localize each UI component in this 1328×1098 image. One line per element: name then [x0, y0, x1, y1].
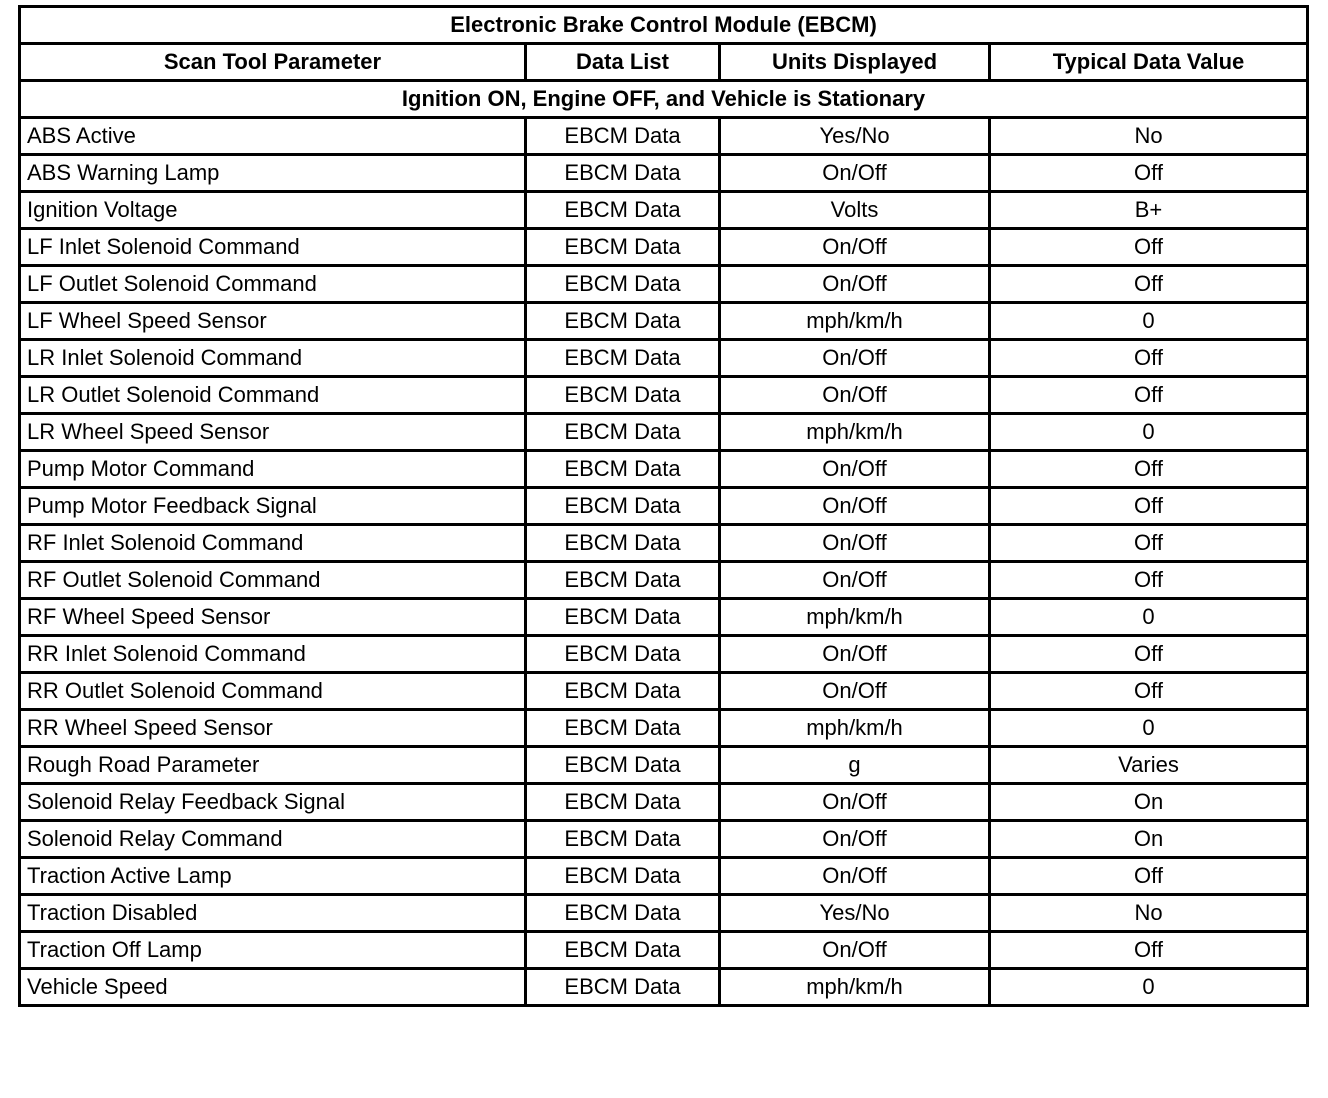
table-row: [20, 192, 1308, 229]
data-list-cell: EBCM Data: [526, 451, 720, 488]
table-row: [20, 451, 1308, 488]
units-cell: On/Off: [720, 673, 990, 710]
units-cell: On/Off: [720, 636, 990, 673]
table-row: [20, 784, 1308, 821]
typical-value-cell: Off: [990, 451, 1308, 488]
parameter-cell: Solenoid Relay Command: [20, 821, 526, 858]
parameter-cell: LF Outlet Solenoid Command: [20, 266, 526, 303]
units-cell: Yes/No: [720, 895, 990, 932]
typical-value-cell: Off: [990, 266, 1308, 303]
units-cell: On/Off: [720, 155, 990, 192]
parameter-cell: RR Inlet Solenoid Command: [20, 636, 526, 673]
parameter-cell: LR Inlet Solenoid Command: [20, 340, 526, 377]
parameter-cell: LR Outlet Solenoid Command: [20, 377, 526, 414]
typical-value-cell: Off: [990, 562, 1308, 599]
parameter-cell: Traction Disabled: [20, 895, 526, 932]
data-list-cell: EBCM Data: [526, 710, 720, 747]
data-list-cell: EBCM Data: [526, 414, 720, 451]
table-row: [20, 895, 1308, 932]
parameter-cell: ABS Warning Lamp: [20, 155, 526, 192]
table-row: [20, 562, 1308, 599]
table-row: [20, 710, 1308, 747]
data-list-cell: EBCM Data: [526, 932, 720, 969]
table-row: [20, 932, 1308, 969]
parameter-cell: Pump Motor Command: [20, 451, 526, 488]
typical-value-cell: On: [990, 784, 1308, 821]
parameter-cell: Traction Active Lamp: [20, 858, 526, 895]
units-cell: g: [720, 747, 990, 784]
typical-value-cell: Off: [990, 155, 1308, 192]
units-cell: On/Off: [720, 784, 990, 821]
data-list-cell: EBCM Data: [526, 562, 720, 599]
typical-value-cell: B+: [990, 192, 1308, 229]
table-row: [20, 488, 1308, 525]
section-heading: Ignition ON, Engine OFF, and Vehicle is Stationary: [20, 81, 1308, 118]
parameter-cell: Pump Motor Feedback Signal: [20, 488, 526, 525]
ebcm-data-table: [18, 5, 1309, 1007]
table-row: [20, 747, 1308, 784]
typical-value-cell: On: [990, 821, 1308, 858]
units-cell: Yes/No: [720, 118, 990, 155]
units-cell: On/Off: [720, 340, 990, 377]
data-list-cell: EBCM Data: [526, 266, 720, 303]
typical-value-cell: Off: [990, 488, 1308, 525]
units-cell: On/Off: [720, 821, 990, 858]
data-list-cell: EBCM Data: [526, 192, 720, 229]
parameter-cell: RF Inlet Solenoid Command: [20, 525, 526, 562]
header-typical-data-value: Typical Data Value: [990, 44, 1308, 81]
data-list-cell: EBCM Data: [526, 340, 720, 377]
typical-value-cell: No: [990, 895, 1308, 932]
parameter-cell: LF Inlet Solenoid Command: [20, 229, 526, 266]
parameter-cell: Traction Off Lamp: [20, 932, 526, 969]
typical-value-cell: 0: [990, 599, 1308, 636]
parameter-cell: Rough Road Parameter: [20, 747, 526, 784]
units-cell: On/Off: [720, 858, 990, 895]
data-list-cell: EBCM Data: [526, 673, 720, 710]
data-list-cell: EBCM Data: [526, 784, 720, 821]
data-list-cell: EBCM Data: [526, 118, 720, 155]
table-row: [20, 303, 1308, 340]
typical-value-cell: 0: [990, 303, 1308, 340]
parameter-cell: RF Outlet Solenoid Command: [20, 562, 526, 599]
table-row: [20, 266, 1308, 303]
units-cell: mph/km/h: [720, 599, 990, 636]
typical-value-cell: Off: [990, 636, 1308, 673]
table-title: Electronic Brake Control Module (EBCM): [20, 7, 1308, 44]
typical-value-cell: No: [990, 118, 1308, 155]
units-cell: On/Off: [720, 525, 990, 562]
parameter-cell: Ignition Voltage: [20, 192, 526, 229]
table-row: [20, 969, 1308, 1006]
table-row: [20, 155, 1308, 192]
units-cell: On/Off: [720, 562, 990, 599]
typical-value-cell: Varies: [990, 747, 1308, 784]
data-list-cell: EBCM Data: [526, 303, 720, 340]
units-cell: mph/km/h: [720, 414, 990, 451]
data-list-cell: EBCM Data: [526, 747, 720, 784]
table-row: [20, 858, 1308, 895]
data-list-cell: EBCM Data: [526, 525, 720, 562]
table-row: [20, 340, 1308, 377]
units-cell: On/Off: [720, 229, 990, 266]
units-cell: On/Off: [720, 932, 990, 969]
parameter-cell: LR Wheel Speed Sensor: [20, 414, 526, 451]
data-list-cell: EBCM Data: [526, 155, 720, 192]
units-cell: On/Off: [720, 377, 990, 414]
typical-value-cell: Off: [990, 229, 1308, 266]
parameter-cell: RF Wheel Speed Sensor: [20, 599, 526, 636]
table-row: [20, 229, 1308, 266]
typical-value-cell: 0: [990, 969, 1308, 1006]
parameter-cell: LF Wheel Speed Sensor: [20, 303, 526, 340]
data-list-cell: EBCM Data: [526, 229, 720, 266]
data-list-cell: EBCM Data: [526, 636, 720, 673]
header-units-displayed: Units Displayed: [720, 44, 990, 81]
data-list-cell: EBCM Data: [526, 488, 720, 525]
parameter-cell: ABS Active: [20, 118, 526, 155]
table-row: [20, 636, 1308, 673]
header-scan-tool-parameter: Scan Tool Parameter: [20, 44, 526, 81]
typical-value-cell: 0: [990, 710, 1308, 747]
typical-value-cell: Off: [990, 525, 1308, 562]
table-row: [20, 599, 1308, 636]
typical-value-cell: Off: [990, 377, 1308, 414]
typical-value-cell: Off: [990, 858, 1308, 895]
table-row: [20, 118, 1308, 155]
table-row: [20, 525, 1308, 562]
header-data-list: Data List: [526, 44, 720, 81]
units-cell: mph/km/h: [720, 710, 990, 747]
data-list-cell: EBCM Data: [526, 377, 720, 414]
units-cell: mph/km/h: [720, 969, 990, 1006]
typical-value-cell: Off: [990, 673, 1308, 710]
data-list-cell: EBCM Data: [526, 599, 720, 636]
table-row: [20, 821, 1308, 858]
table-row: [20, 377, 1308, 414]
typical-value-cell: Off: [990, 340, 1308, 377]
data-list-cell: EBCM Data: [526, 858, 720, 895]
typical-value-cell: 0: [990, 414, 1308, 451]
units-cell: On/Off: [720, 488, 990, 525]
parameter-cell: Solenoid Relay Feedback Signal: [20, 784, 526, 821]
table-row: [20, 673, 1308, 710]
table-row: [20, 414, 1308, 451]
data-list-cell: EBCM Data: [526, 895, 720, 932]
data-list-cell: EBCM Data: [526, 969, 720, 1006]
units-cell: On/Off: [720, 451, 990, 488]
units-cell: On/Off: [720, 266, 990, 303]
parameter-cell: RR Wheel Speed Sensor: [20, 710, 526, 747]
parameter-cell: Vehicle Speed: [20, 969, 526, 1006]
typical-value-cell: Off: [990, 932, 1308, 969]
parameter-cell: RR Outlet Solenoid Command: [20, 673, 526, 710]
units-cell: Volts: [720, 192, 990, 229]
data-list-cell: EBCM Data: [526, 821, 720, 858]
units-cell: mph/km/h: [720, 303, 990, 340]
